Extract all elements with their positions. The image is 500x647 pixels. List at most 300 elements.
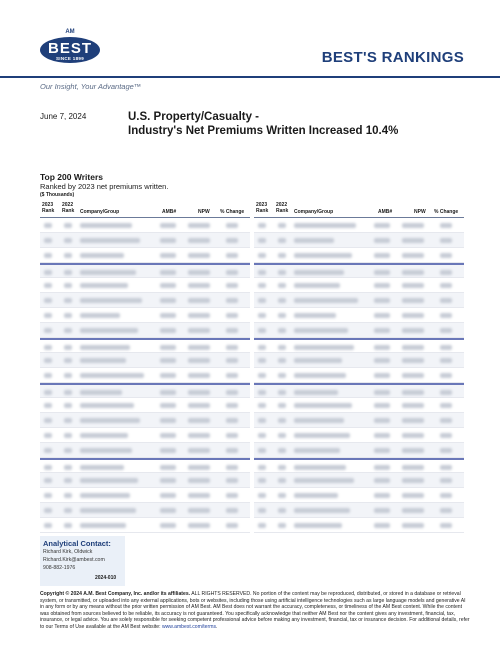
blurred-cell [402,448,424,453]
blurred-cell [278,270,286,275]
blurred-cell [294,448,340,453]
table-row [40,488,250,503]
blurred-cell [258,373,266,378]
table-row [40,413,250,428]
blurred-cell [160,223,176,228]
blurred-cell [64,433,72,438]
blurred-cell [64,390,72,395]
col-company: Company/Group [294,209,334,215]
blurred-cell [278,253,286,258]
blurred-cell [44,253,52,258]
blurred-cell [44,508,52,513]
col-company: Company/Group [80,209,120,215]
blurred-cell [402,403,424,408]
rankings-table-left [40,201,250,533]
blurred-cell [440,390,452,395]
table-row [40,383,250,398]
blurred-cell [64,523,72,528]
table-row [40,308,250,323]
blurred-cell [64,493,72,498]
contact-title: Analytical Contact: [43,539,111,548]
blurred-cell [278,508,286,513]
blurred-cell [160,465,176,470]
blurred-cell [258,403,266,408]
blurred-cell [160,418,176,423]
copyright-bold: Copyright © 2024 A.M. Best Company, Inc. and/or its affiliates. [40,591,191,597]
col-rank-2023: 2023 Rank [42,202,55,214]
table-row [254,218,464,233]
blurred-cell [440,328,452,333]
blurred-cell [64,418,72,423]
blurred-cell [440,238,452,243]
blurred-cell [294,270,344,275]
blurred-cell [64,448,72,453]
blurred-cell [294,283,340,288]
blurred-cell [402,298,424,303]
table-row [254,398,464,413]
blurred-cell [258,298,266,303]
blurred-cell [80,223,132,228]
blurred-cell [258,523,266,528]
blurred-cell [258,418,266,423]
blurred-cell [258,390,266,395]
blurred-cell [440,478,452,483]
blurred-cell [64,238,72,243]
table-row [254,293,464,308]
blurred-cell [278,283,286,288]
table-row [254,518,464,533]
blurred-cell [188,238,210,243]
blurred-cell [226,478,238,483]
table-row [40,398,250,413]
blurred-cell [402,508,424,513]
logo-best-text: BEST [47,40,92,57]
blurred-cell [160,358,176,363]
blurred-cell [188,253,210,258]
blurred-cell [226,448,238,453]
blurred-cell [278,238,286,243]
blurred-cell [294,523,342,528]
table-row [254,338,464,353]
blurred-cell [44,328,52,333]
blurred-cell [80,345,130,350]
blurred-cell [278,523,286,528]
blurred-cell [294,238,334,243]
headline-line-2: Industry's Net Premiums Written Increased 10.4% [128,125,399,137]
blurred-cell [226,298,238,303]
blurred-cell [64,298,72,303]
blurred-cell [402,253,424,258]
blurred-cell [188,465,210,470]
blurred-cell [80,270,136,275]
blurred-cell [258,345,266,350]
blurred-cell [226,433,238,438]
blurred-cell [80,523,126,528]
blurred-cell [294,373,346,378]
blurred-cell [80,390,122,395]
blurred-cell [44,465,52,470]
blurred-cell [402,493,424,498]
contact-email[interactable]: Richard.Kirk@ambest.com [43,557,105,563]
page-header [0,0,500,91]
blurred-cell [160,283,176,288]
blurred-cell [440,523,452,528]
table-body-right [254,218,464,533]
table-row [254,278,464,293]
blurred-cell [226,328,238,333]
blurred-cell [226,358,238,363]
blurred-cell [258,493,266,498]
blurred-cell [374,493,390,498]
blurred-cell [440,345,452,350]
table-row [254,443,464,458]
blurred-cell [64,345,72,350]
blurred-cell [80,433,128,438]
blurred-cell [278,390,286,395]
table-row [40,503,250,518]
blurred-cell [188,328,210,333]
contact-phone: 908-882-1976 [43,565,76,571]
blurred-cell [226,345,238,350]
blurred-cell [160,448,176,453]
table-row [254,353,464,368]
col-pct-change: % Change [220,209,245,215]
blurred-cell [160,390,176,395]
blurred-cell [402,418,424,423]
blurred-cell [374,523,390,528]
col-pct-change: % Change [434,209,459,215]
table-row [40,338,250,353]
blurred-cell [294,298,358,303]
blurred-cell [440,253,452,258]
logo-am-text: AM [65,29,75,35]
blurred-cell [374,478,390,483]
blurred-cell [80,448,132,453]
blurred-cell [258,238,266,243]
blurred-cell [258,223,266,228]
table-row [254,473,464,488]
blurred-cell [278,403,286,408]
blurred-cell [294,465,346,470]
blurred-cell [402,523,424,528]
blurred-cell [278,465,286,470]
blurred-cell [188,313,210,318]
blurred-cell [44,478,52,483]
blurred-cell [80,508,136,513]
blurred-cell [402,373,424,378]
blurred-cell [160,403,176,408]
copyright-notice [40,591,470,630]
blurred-cell [80,418,140,423]
col-amb: AMB# [162,209,177,215]
blurred-cell [374,433,390,438]
blurred-cell [402,223,424,228]
blurred-cell [80,313,120,318]
blurred-cell [258,433,266,438]
blurred-cell [402,465,424,470]
blurred-cell [64,508,72,513]
blurred-cell [294,493,338,498]
blurred-cell [80,298,142,303]
blurred-cell [160,508,176,513]
blurred-cell [374,358,390,363]
blurred-cell [374,298,390,303]
blurred-cell [226,465,238,470]
blurred-cell [374,418,390,423]
blurred-cell [188,223,210,228]
blurred-cell [294,433,350,438]
report-date: June 7, 2024 [40,112,87,121]
table-row [254,383,464,398]
blurred-cell [278,478,286,483]
blurred-cell [80,238,140,243]
blurred-cell [374,448,390,453]
blurred-cell [402,478,424,483]
blurred-cell [188,298,210,303]
blurred-cell [160,313,176,318]
blurred-cell [44,390,52,395]
blurred-cell [188,433,210,438]
blurred-cell [160,270,176,275]
blurred-cell [44,358,52,363]
blurred-cell [402,238,424,243]
table-row [254,413,464,428]
blurred-cell [374,270,390,275]
blurred-cell [44,223,52,228]
blurred-cell [44,433,52,438]
blurred-cell [160,238,176,243]
blurred-cell [188,418,210,423]
blurred-cell [278,298,286,303]
blurred-cell [226,238,238,243]
col-npw: NPW [414,209,426,215]
blurred-cell [160,373,176,378]
blurred-cell [44,418,52,423]
blurred-cell [44,373,52,378]
blurred-cell [278,358,286,363]
headline-line-1: U.S. Property/Casualty - [128,111,260,123]
blurred-cell [374,373,390,378]
blurred-cell [64,283,72,288]
blurred-cell [80,465,124,470]
logo-since-text: SINCE 1899 [55,56,84,61]
blurred-cell [226,270,238,275]
blurred-cell [64,223,72,228]
blurred-cell [278,433,286,438]
blurred-cell [160,478,176,483]
blurred-cell [374,223,390,228]
blurred-cell [226,508,238,513]
blurred-cell [64,358,72,363]
table-row [254,503,464,518]
table-row [40,368,250,383]
table-row [40,428,250,443]
blurred-cell [440,313,452,318]
blurred-cell [278,345,286,350]
blurred-cell [440,433,452,438]
blurred-cell [258,358,266,363]
blurred-cell [160,298,176,303]
table-row [40,263,250,278]
blurred-cell [80,493,130,498]
table-row [254,458,464,473]
blurred-cell [226,390,238,395]
blurred-cell [44,345,52,350]
blurred-cell [440,465,452,470]
table-row [40,248,250,263]
blurred-cell [64,478,72,483]
blurred-cell [188,508,210,513]
blurred-cell [258,448,266,453]
section-units: ($ Thousands) [40,192,75,198]
contact-name: Richard Kirk, Oldwick [43,549,93,555]
table-row [254,428,464,443]
blurred-cell [226,253,238,258]
blurred-cell [188,403,210,408]
table-row [40,518,250,533]
section-subtitle: Ranked by 2023 net premiums written. [40,182,169,191]
blurred-cell [440,223,452,228]
blurred-cell [64,313,72,318]
blurred-cell [258,508,266,513]
blurred-cell [44,270,52,275]
blurred-cell [188,358,210,363]
blurred-cell [258,283,266,288]
table-row [254,248,464,263]
blurred-cell [374,390,390,395]
blurred-cell [278,328,286,333]
col-rank-2022: 2022 Rank [276,202,289,214]
blurred-cell [64,465,72,470]
blurred-cell [258,270,266,275]
blurred-cell [226,373,238,378]
blurred-cell [440,448,452,453]
blurred-cell [374,345,390,350]
blurred-cell [44,493,52,498]
document-number: 2024-010 [95,575,117,581]
blurred-cell [402,283,424,288]
blurred-cell [440,493,452,498]
blurred-cell [294,478,354,483]
blurred-cell [226,283,238,288]
table-header [254,201,464,218]
am-best-logo [40,29,100,71]
blurred-cell [160,345,176,350]
blurred-cell [374,238,390,243]
blurred-cell [278,493,286,498]
blurred-cell [80,478,138,483]
blurred-cell [80,253,124,258]
report-headline [128,110,468,138]
blurred-cell [440,418,452,423]
blurred-cell [188,523,210,528]
blurred-cell [374,313,390,318]
blurred-cell [258,478,266,483]
blurred-cell [226,223,238,228]
table-row [254,488,464,503]
blurred-cell [64,403,72,408]
blurred-cell [294,403,352,408]
blurred-cell [440,298,452,303]
blurred-cell [80,358,126,363]
blurred-cell [80,328,138,333]
blurred-cell [374,253,390,258]
blurred-cell [44,448,52,453]
blurred-cell [188,345,210,350]
blurred-cell [44,313,52,318]
blurred-cell [64,373,72,378]
blurred-cell [278,313,286,318]
table-row [40,278,250,293]
blurred-cell [278,418,286,423]
blurred-cell [160,253,176,258]
blurred-cell [374,403,390,408]
rankings-title: BEST'S RANKINGS [321,49,464,66]
section-title: Top 200 Writers [40,172,103,182]
blurred-cell [188,390,210,395]
blurred-cell [278,373,286,378]
blurred-cell [294,328,348,333]
header-rule [0,76,500,78]
blurred-cell [294,223,356,228]
blurred-cell [44,298,52,303]
blurred-cell [80,373,144,378]
blurred-cell [188,493,210,498]
table-row [254,323,464,338]
blurred-cell [374,283,390,288]
blurred-cell [440,358,452,363]
table-row [40,293,250,308]
blurred-cell [160,433,176,438]
blurred-cell [278,223,286,228]
table-row [254,368,464,383]
table-body-left [40,218,250,533]
blurred-cell [440,283,452,288]
blurred-cell [64,328,72,333]
blurred-cell [44,238,52,243]
blurred-cell [294,358,342,363]
blurred-cell [188,270,210,275]
blurred-cell [374,465,390,470]
blurred-cell [374,508,390,513]
table-row [40,233,250,248]
blurred-cell [160,328,176,333]
blurred-cell [44,523,52,528]
blurred-cell [440,373,452,378]
col-npw: NPW [198,209,210,215]
copyright-body: ALL RIGHTS RESERVED. No portion of the content may be reproduced, distributed, or stored in a database or retrieval system, or transmitted, or uploaded into any external applications, bots or websites, including those using artificial intelligence technologies such as large language models and generative AI in any form or by any means without the prior written permission of AM Best. AM Best does not warrant the accuracy, completeness, or timeliness of the AM Best content. While the content was obtained from sources believed to be reliable, its accuracy is not guaranteed. You specifically acknowledge that neither AM Best nor the content gives any investment, financial, tax, insurance, or legal advice. You are solely responsible for seeking competent professional advice before making any investment, financial, tax or insurance decision. For additional details, refer to our Terms of Use available at the AM Best website: [40,591,470,630]
terms-link[interactable]: www.ambest.com/terms [161,623,216,630]
blurred-cell [160,493,176,498]
blurred-cell [374,328,390,333]
blurred-cell [258,313,266,318]
blurred-cell [294,253,352,258]
table-header [40,201,250,218]
blurred-cell [278,448,286,453]
blurred-cell [44,403,52,408]
blurred-cell [188,478,210,483]
tagline: Our Insight, Your Advantage™ [40,82,142,91]
blurred-cell [402,358,424,363]
blurred-cell [294,418,344,423]
col-rank-2022: 2022 Rank [62,202,75,214]
blurred-cell [226,418,238,423]
table-row [40,353,250,368]
blurred-cell [64,253,72,258]
blurred-cell [294,313,336,318]
blurred-cell [188,373,210,378]
blurred-cell [402,270,424,275]
